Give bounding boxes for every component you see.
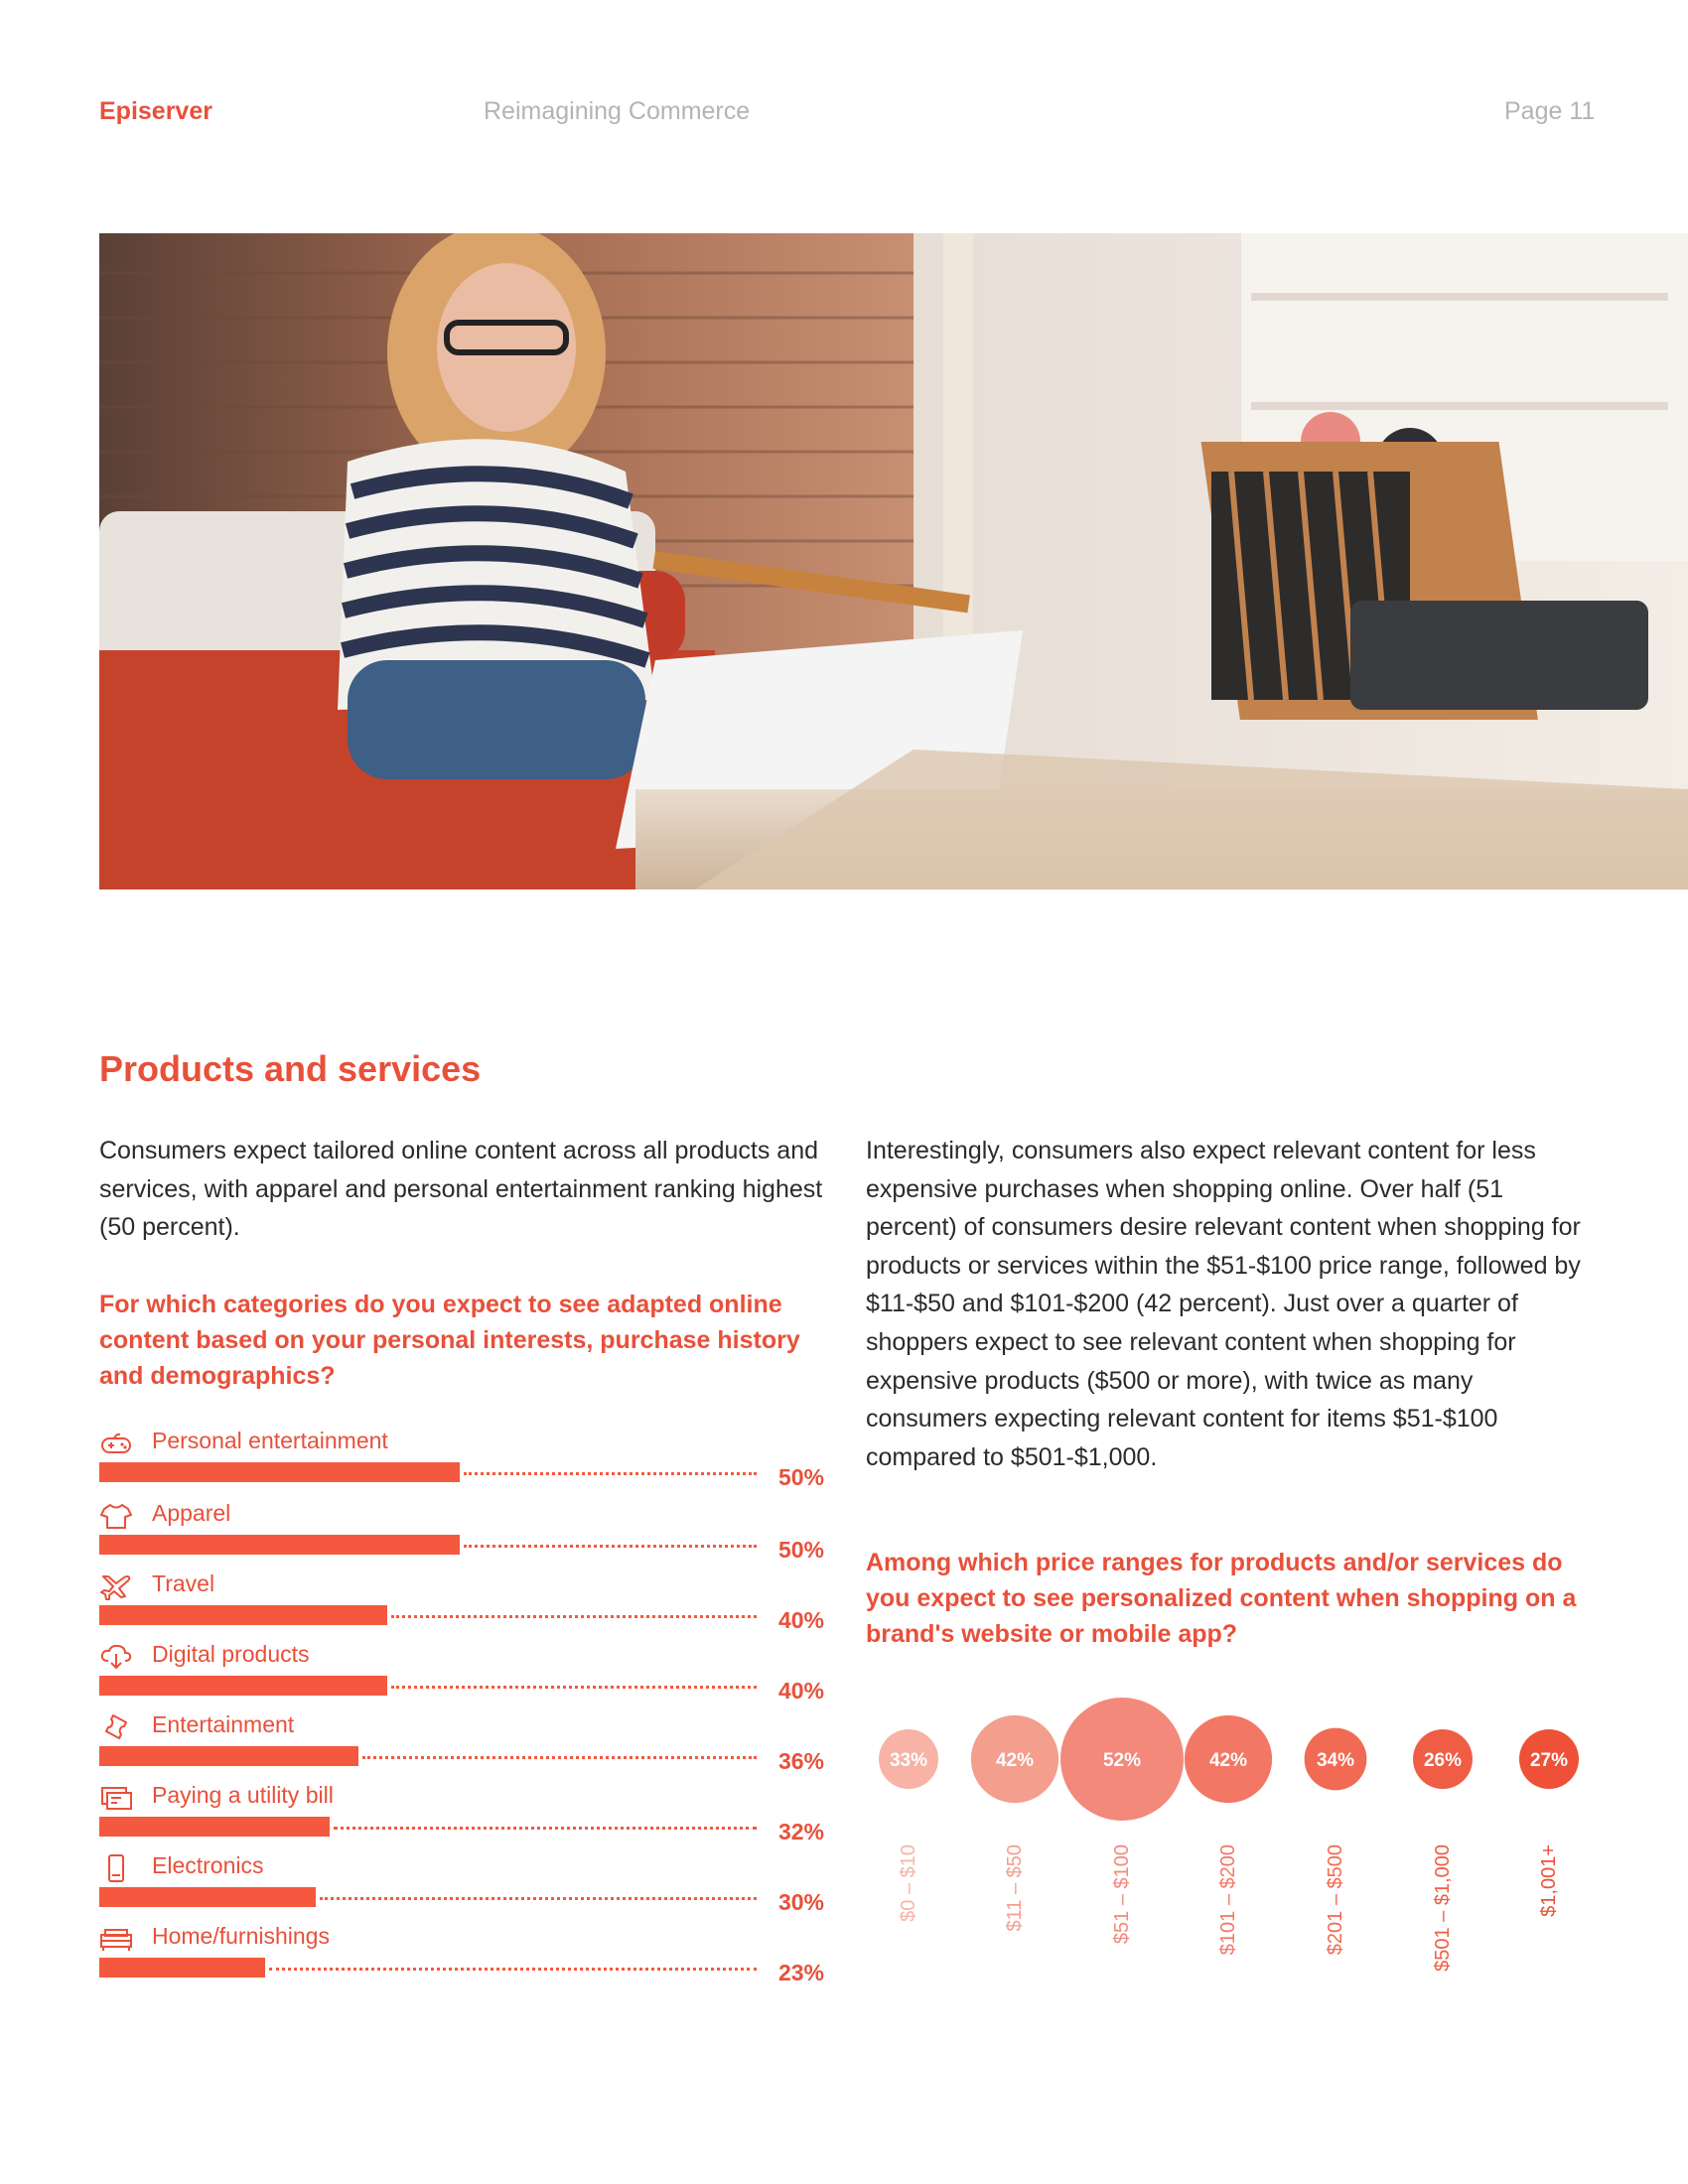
bubble-value: 42% bbox=[1208, 1750, 1248, 1771]
bubble-category-label: $11 – $50 bbox=[1004, 1844, 1026, 1932]
price-chart-question: Among which price ranges for products and/or services do you expect to see personalized content when shopping on a brand's website or mobile app? bbox=[866, 1549, 1577, 1648]
bar-row bbox=[99, 1923, 824, 1985]
price-bubble-chart bbox=[854, 1678, 1609, 2005]
bar-value: 40% bbox=[777, 1678, 824, 1704]
bubble-category-label: $51 – $100 bbox=[1111, 1844, 1133, 1945]
page-number: Page 11 bbox=[1504, 97, 1596, 125]
bubble-value: 52% bbox=[1102, 1750, 1142, 1771]
bar-leader bbox=[391, 1686, 757, 1689]
bar-label: Entertainment bbox=[152, 1711, 295, 1737]
bubble-value: 34% bbox=[1316, 1750, 1355, 1771]
analysis-paragraph: Interestingly, consumers also expect relevant content for less expensive purchases when shopping online. Over half (51 percent) of consumers desire relevant content when shopping for products or services within the $51-$100 price range, followed by $11-$50 and $101-$200 (42 percent). Just over a quarter of shoppers expect to see relevant content when shopping for expensive products ($500 or more), with twice as many consumers expecting relevant content for items $51-$100 compared to $501-$1,000. bbox=[866, 1137, 1581, 1471]
bar-leader bbox=[391, 1615, 757, 1618]
bubble-chart-canvas bbox=[854, 1678, 1609, 2005]
bar-leader bbox=[464, 1545, 757, 1548]
bar-value: 36% bbox=[777, 1748, 824, 1774]
bar bbox=[99, 1817, 330, 1837]
bar bbox=[99, 1605, 387, 1625]
intro-paragraph: Consumers expect tailored online content across all products and services, with apparel and personal entertainment ranking highest (50 percent). bbox=[99, 1137, 823, 1242]
bar-value: 23% bbox=[777, 1960, 824, 1985]
bar-row bbox=[99, 1641, 824, 1704]
bar-label: Electronics bbox=[152, 1852, 264, 1878]
bubble-category-label: $501 – $1,000 bbox=[1432, 1844, 1454, 1972]
bubble-value: 27% bbox=[1529, 1750, 1569, 1771]
bar-value: 50% bbox=[777, 1537, 824, 1563]
bar-value: 30% bbox=[777, 1889, 824, 1915]
section-title: Products and services bbox=[99, 1048, 482, 1089]
bubble-category-label: $1,001+ bbox=[1538, 1844, 1560, 1917]
bar bbox=[99, 1462, 460, 1482]
bar-value: 32% bbox=[777, 1819, 824, 1844]
bubble-value: 42% bbox=[995, 1750, 1035, 1771]
bar bbox=[99, 1746, 358, 1766]
bar-leader bbox=[464, 1472, 757, 1475]
sofa-icon bbox=[99, 1925, 133, 1953]
game-controller-icon bbox=[99, 1430, 133, 1457]
cloud-download-icon bbox=[99, 1643, 133, 1671]
category-chart-question: For which categories do you expect to see adapted online content based on your personal interests, purchase history and demographics? bbox=[99, 1291, 800, 1390]
bar-row bbox=[99, 1500, 824, 1563]
bar-leader bbox=[334, 1827, 757, 1830]
brand-logo: Episerver bbox=[99, 97, 212, 125]
bar-value: 40% bbox=[777, 1607, 824, 1633]
bubble-category-label: $0 – $10 bbox=[898, 1844, 919, 1922]
bar bbox=[99, 1676, 387, 1696]
bar-label: Apparel bbox=[152, 1500, 231, 1526]
bar-label: Travel bbox=[152, 1570, 215, 1596]
bill-icon bbox=[99, 1784, 133, 1812]
bar bbox=[99, 1535, 460, 1555]
bar-row bbox=[99, 1711, 824, 1774]
hero-photo bbox=[99, 233, 1688, 889]
bar-label: Home/furnishings bbox=[152, 1923, 330, 1949]
bar-row bbox=[99, 1782, 824, 1842]
bubble-value: 26% bbox=[1423, 1750, 1463, 1771]
woman-with-laptop-illustration bbox=[99, 233, 1688, 889]
t-shirt-icon bbox=[99, 1502, 133, 1530]
bar-row bbox=[99, 1428, 824, 1490]
document-title: Reimagining Commerce bbox=[484, 97, 751, 125]
category-bar-chart bbox=[99, 1428, 824, 2003]
bar-row bbox=[99, 1852, 824, 1915]
bar bbox=[99, 1887, 316, 1907]
ticket-icon bbox=[99, 1713, 133, 1741]
bar-leader bbox=[269, 1968, 757, 1971]
bar-leader bbox=[362, 1756, 757, 1759]
bar bbox=[99, 1958, 265, 1978]
smartphone-icon bbox=[99, 1854, 133, 1882]
bar-label: Paying a utility bill bbox=[152, 1782, 334, 1808]
bubble-category-label: $201 – $500 bbox=[1325, 1844, 1346, 1956]
airplane-icon bbox=[99, 1572, 133, 1600]
bubble-category-label: $101 – $200 bbox=[1217, 1844, 1239, 1956]
bar-value: 50% bbox=[777, 1464, 824, 1490]
bar-row bbox=[99, 1570, 824, 1633]
bubble-value: 33% bbox=[889, 1750, 928, 1771]
bar-leader bbox=[320, 1897, 757, 1900]
bar-label: Digital products bbox=[152, 1641, 310, 1667]
bar-label: Personal entertainment bbox=[152, 1428, 388, 1453]
